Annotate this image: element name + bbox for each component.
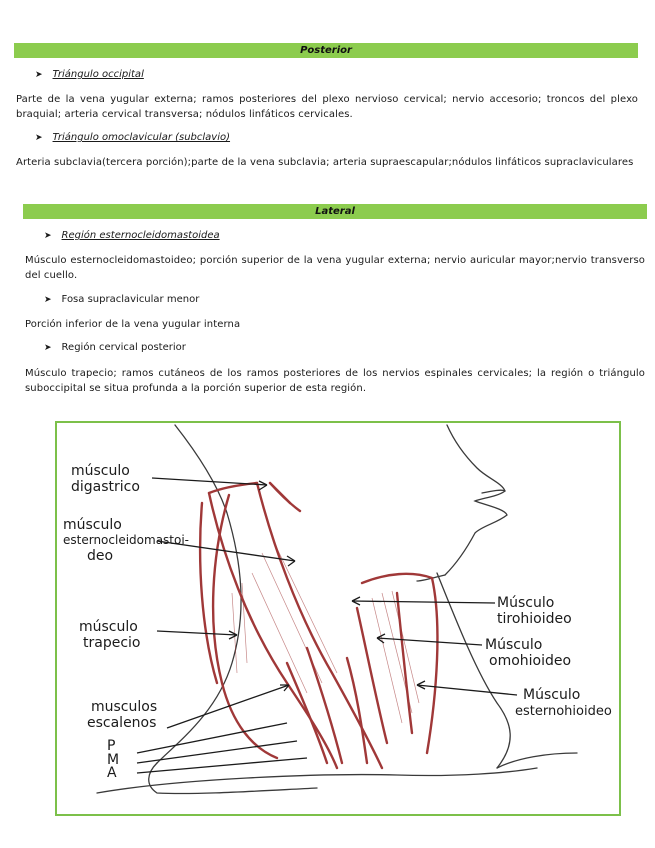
label-a: A <box>107 765 117 781</box>
cervical-subtitle: ➤ Región cervical posterior <box>44 342 186 353</box>
label-tirohioideo-2: tirohioideo <box>497 611 572 627</box>
label-tirohioideo-1: Músculo <box>497 595 555 611</box>
label-esternohioideo-1: Músculo <box>523 687 581 703</box>
esterno-subtitle: ➤ Región esternocleidomastoidea <box>44 230 220 241</box>
arrow-bullet-icon: ➤ <box>35 133 43 143</box>
label-escalenos-1: musculos <box>91 699 158 715</box>
label-esternohioideo-2: esternohioideo <box>515 704 612 719</box>
label-trapecio-1: músculo <box>79 619 138 635</box>
fosa-subtitle: ➤ Fosa supraclavicular menor <box>44 294 200 305</box>
label-digastrico-2: digastrico <box>71 479 140 495</box>
label-omohioideo-2: omohioideo <box>489 653 572 669</box>
scm-muscle-front <box>209 493 337 768</box>
lateral-header: Lateral <box>23 204 647 219</box>
cervical-text: Músculo trapecio; ramos cutáneos de los ramos posteriores de los nervios espinales cervicales; la región o triángulo suboccipital se situa profunda a la porción superior de esta región. <box>25 368 645 394</box>
scalene-muscle-b <box>287 663 327 763</box>
scalene-muscle-c <box>347 658 367 763</box>
label-ecm-3: deo <box>87 548 114 564</box>
muscles <box>200 483 437 768</box>
digastric-muscle-b <box>270 483 290 503</box>
occipital-text: Parte de la vena yugular externa; ramos posteriores del plexo nervioso cervical; nervio accesorio; troncos del plexo braquial; arteria cervical transversa; nódulos linfáticos cervicales. <box>16 94 638 120</box>
neck-drawing <box>57 423 619 814</box>
label-arrows <box>137 478 517 773</box>
arrow-bullet-icon: ➤ <box>44 231 52 241</box>
arrow-bullet-icon: ➤ <box>44 343 52 353</box>
label-escalenos-2: escalenos <box>87 715 157 731</box>
occipital-subtitle: ➤ Triángulo occipital <box>35 69 144 80</box>
arrow-bullet-icon: ➤ <box>44 295 52 305</box>
omoclavicular-text: Arteria subclavia(tercera porción);parte de la vena subclavia; arteria supraescapular;nódulos linfáticos supraclaviculares <box>16 157 634 168</box>
fosa-text: Porción inferior de la vena yugular interna <box>25 319 241 330</box>
posterior-header: Posterior <box>14 43 638 58</box>
label-m: M <box>107 752 120 768</box>
neck-anatomy-figure <box>55 421 621 816</box>
label-digastrico-1: músculo <box>71 463 130 479</box>
omoclavicular-subtitle: ➤ Triángulo omoclavicular (subclavio) <box>35 132 231 143</box>
label-omohioideo-1: Músculo <box>485 637 543 653</box>
label-trapecio-2: trapecio <box>83 635 141 651</box>
label-ecm-2: esternocleidomastoi- <box>63 533 190 547</box>
label-ecm-1: músculo <box>63 517 122 533</box>
arrow-bullet-icon: ➤ <box>35 70 43 80</box>
scalene-muscle-a <box>307 648 342 763</box>
esterno-text: Músculo esternocleidomastoideo; porción superior de la vena yugular externa; nervio auricular mayor;nervio transverso del cuello. <box>25 255 645 281</box>
label-p: P <box>107 738 116 754</box>
